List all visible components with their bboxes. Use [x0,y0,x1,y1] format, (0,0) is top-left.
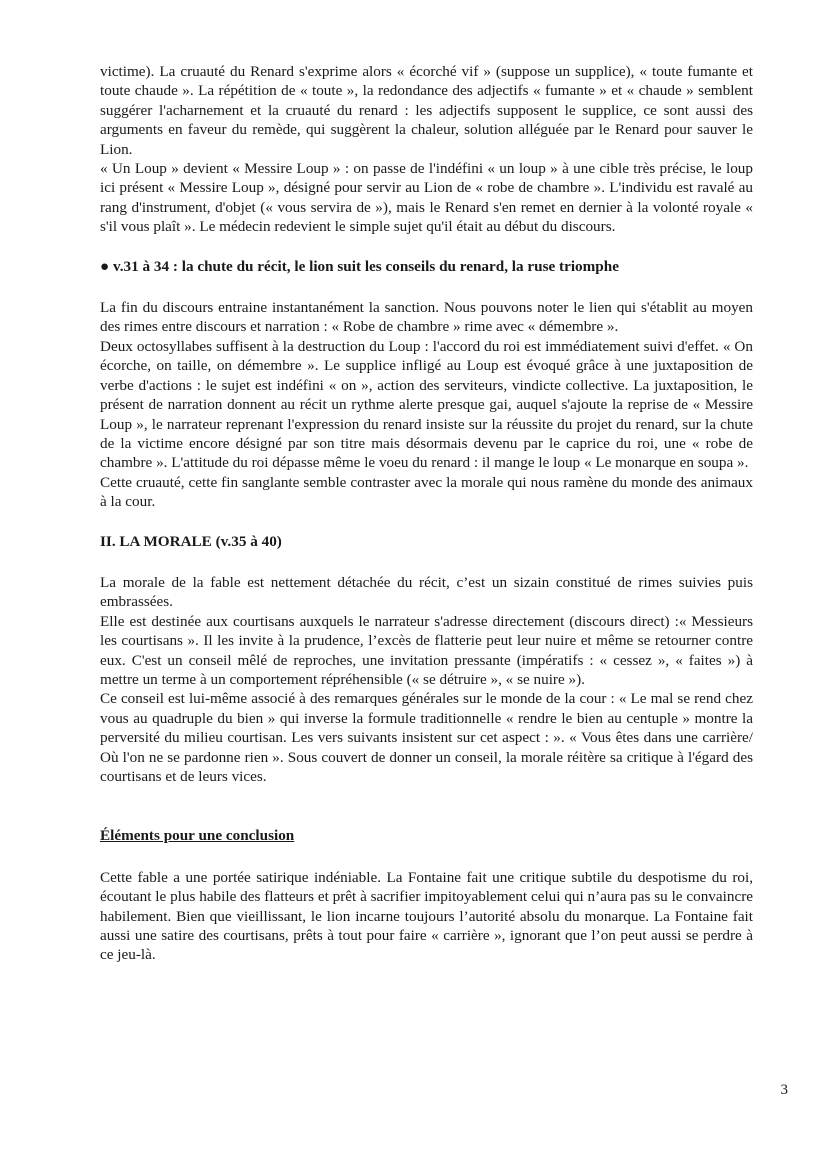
section-heading-chute-recit: ● v.31 à 34 : la chute du récit, le lion suit les conseils du renard, la ruse triomphe [100,257,619,275]
paragraph-octosyllabes: Deux octosyllabes suffisent à la destruction du Loup : l'accord du roi est immédiatement suivi d'effet. « On écorche, on taille, on démembre ». Le supplice infligé au Loup est évoqué grâce à une juxtaposition de verbe d'actions : le sujet est indéfini « on », action des serviteurs, vindicte collective. La juxtaposition, le présent de narration donnent au récit un rythme alerte presque gai, auquel s'ajoute la reprise de « Messire Loup », le narrateur reprenant l'expression du renard insiste sur la réussite du projet du renard, sur la chute de la victime encore désigné par son titre mais désormais devenu par le caprice du roi, une « robe de chambre ». L'attitude du roi dépasse même le voeu du renard : il mange le loup « Le monarque en soupa ». [100,337,753,472]
paragraph-morale-sizain: La morale de la fable est nettement détachée du récit, c’est un sizain constitué de rimes suivies puis embrassées. [100,573,753,611]
document-page [100,62,753,965]
paragraph-conclusion: Cette fable a une portée satirique indéniable. La Fontaine fait une critique subtile du despotisme du roi, écoutant le plus habile des flatteurs et prêt à sacrifier impitoyablement celui qui n’aura pas su le convaincre habilement. Bien que vieillissant, le lion incarne toujours l’autorité absolu du monarque. La Fontaine fait aussi une satire des courtisans, prêts à tout pour faire « carrière », ignorant que l’on peut aussi se perdre à ce jeu-là. [100,868,753,964]
paragraph-cruaute-renard: victime). La cruauté du Renard s'exprime alors « écorché vif » (suppose un supplice), « toute fumante et toute chaude ». La répétition de « toute », la redondance des adjectifs « fumante » et « chaude » semblent suggérer l'acharnement et la cruauté du renard : les adjectifs supposent le supplice, ce sont aussi des arguments en faveur du remède, qui suggèrent la chaleur, solution alléguée par le Renard pour sauver le Lion. [100,63,753,158]
section-heading-conclusion: Éléments pour une conclusion [100,827,295,845]
section-heading-morale: II. LA MORALE (v.35 à 40) [100,532,282,550]
paragraph-messire-loup: « Un Loup » devient « Messire Loup » : on passe de l'indéfini « un loup » à une cible très précise, le loup ici présent « Messire Loup », désigné pour servir au Lion de « robe de chambre ». L'individu est ravalé au rang d'instrument, d'objet (« vous servira de »), mais le Renard s'en remet en dernier à la volonté royale « s'il vous plaît ». Le médecin redevient le simple sujet qu'il était au début du discours. [100,160,753,236]
paragraph-monde-cour: Ce conseil est lui-même associé à des remarques générales sur le monde de la cour : « Le mal se rend chez vous au quadruple du bien » qui inverse la formule traditionnelle « rendre le bien au centuple » montre la perversité du milieu courtisan. Les vers suivants insistent sur cet aspect : ». « Vous êtes dans une carrière/ Où l'on ne se pardonne rien ». Sous couvert de donner un conseil, la morale réitère sa critique à l'égard des courtisans et de leurs vices. [100,690,753,785]
paragraph-fin-discours: La fin du discours entraine instantanément la sanction. Nous pouvons noter le lien qui s'établit au moyen des rimes entre discours et narration : « Robe de chambre » rime avec « démembre ». [100,299,753,336]
page-number: 3 [780,1082,788,1098]
paragraph-courtisans: Elle est destinée aux courtisans auxquels le narrateur s'adresse directement (discours direct) :« Messieurs les courtisans ». Il les invite à la prudence, l’excès de flatterie peut leur nuire et même se retourner contre eux. C'est un conseil mêlé de reproches, une invitation pressante (impératifs : « cessez », « faites ») à mettre un terme à un comportement répréhensible (« se détruire », « se nuire »). [100,612,753,688]
paragraph-cruaute-contraste: Cette cruauté, cette fin sanglante semble contraster avec la morale qui nous ramène du monde des animaux à la cour. [100,473,753,511]
